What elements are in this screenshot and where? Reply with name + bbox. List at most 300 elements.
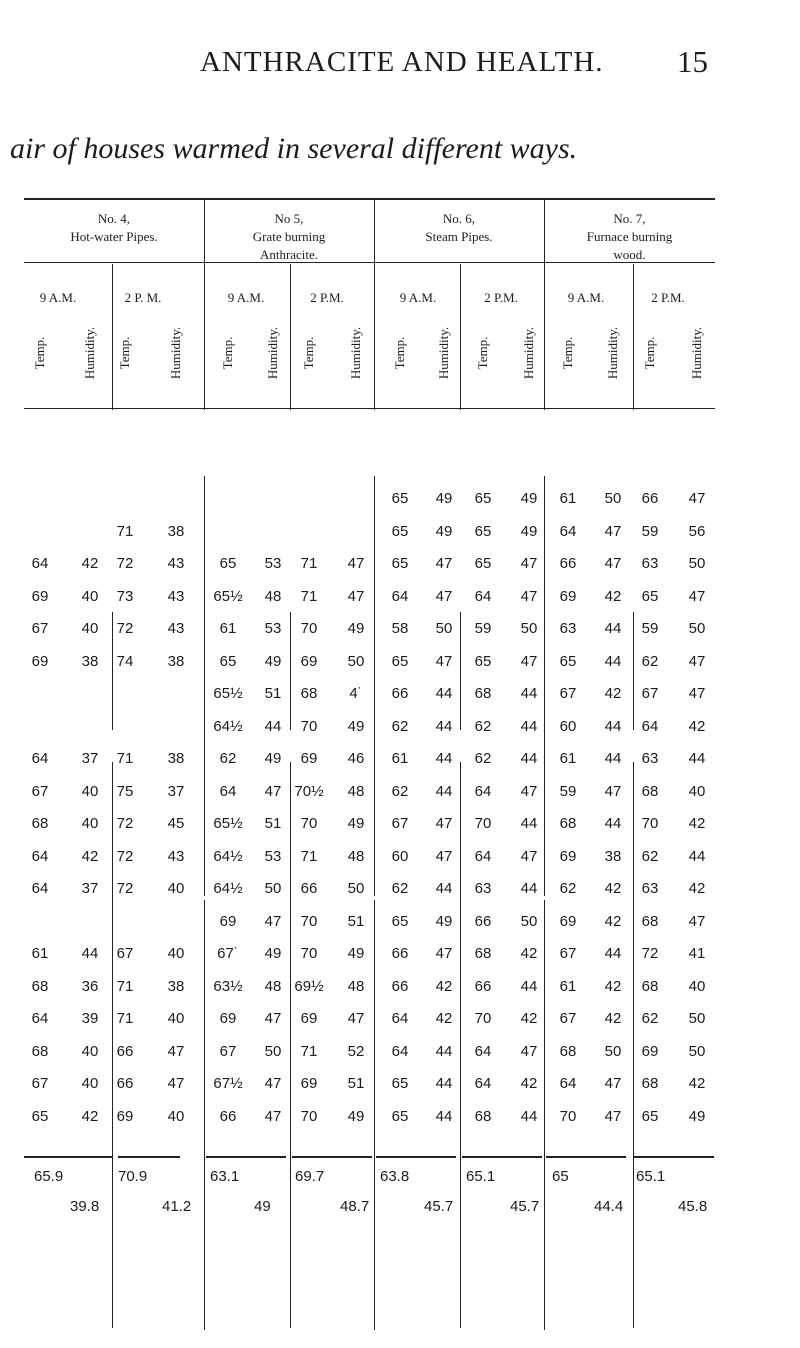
table-cell: 64: [31, 847, 49, 865]
table-cell: 66: [474, 912, 492, 930]
table-cell: 69: [300, 750, 318, 767]
average-rule: [546, 1156, 626, 1158]
table-cell: 47: [688, 652, 706, 670]
column-header: Humidity.: [521, 326, 536, 380]
table-cell: 49: [435, 912, 453, 930]
table-cell: 47: [520, 847, 538, 865]
table-cell: 66: [300, 880, 318, 897]
table-cell: 65: [391, 490, 409, 507]
table-cell: 60: [559, 717, 577, 735]
group-heading: [374, 210, 544, 246]
table-cell: 69: [219, 1010, 237, 1027]
table-cell: 62: [641, 847, 659, 865]
table-cell: 62: [474, 750, 492, 767]
table-cell: 44: [435, 717, 453, 735]
time-divider: [112, 264, 113, 410]
table-cell: 42: [604, 685, 622, 702]
table-cell: 62: [474, 717, 492, 735]
table-cell: 64: [391, 1042, 409, 1060]
table-cell: 67: [559, 685, 577, 702]
average-temp: 65.9: [34, 1168, 64, 1185]
table-cell: 68: [641, 782, 659, 800]
table-cell: 67: [559, 1010, 577, 1027]
table-cell: 49: [347, 717, 365, 735]
table-cell: 50: [604, 490, 622, 507]
table-cell: 65: [474, 490, 492, 507]
table-cell: 51: [264, 815, 282, 832]
table-cell: 70: [300, 912, 318, 930]
table-cell: 38: [81, 652, 99, 670]
group-divider: [374, 476, 375, 896]
table-cell: 42: [604, 912, 622, 930]
table-cell: 47: [167, 1075, 185, 1092]
table-cell: 66: [391, 945, 409, 962]
table-cell: 40: [167, 1010, 185, 1027]
table-cell: 68: [641, 1075, 659, 1092]
table-cell: 47: [604, 555, 622, 572]
table-cell: 73: [116, 587, 134, 605]
table-cell: 49: [347, 945, 365, 962]
table-cell: 67: [31, 782, 49, 800]
table-cell: 59: [641, 522, 659, 540]
table-cell: 65½: [213, 587, 243, 605]
group-heading-line: Hot-water Pipes.: [70, 229, 158, 244]
table-cell: 69: [31, 652, 49, 670]
table-cell: 65: [391, 652, 409, 670]
group-heading-line: Grate burning: [252, 229, 326, 244]
column-header: Humidity.: [348, 326, 363, 380]
table-cell: 63: [641, 750, 659, 767]
group-heading-line: wood.: [613, 247, 646, 262]
table-cell: 66: [474, 977, 492, 995]
table-cell: 69: [559, 847, 577, 865]
table-cell: 66: [391, 685, 409, 702]
table-cell: 65: [391, 555, 409, 572]
time-label: 9 A.M.: [567, 290, 605, 305]
table-cell: 67: [391, 815, 409, 832]
average-rule: [118, 1156, 180, 1158]
table-cell: 67½: [213, 1075, 243, 1092]
table-cell: 64½: [213, 880, 243, 897]
table-cell: 67: [559, 945, 577, 962]
table-cell: 44: [520, 1107, 538, 1125]
table-cell: 44: [604, 945, 622, 962]
table-cell: 47: [520, 652, 538, 670]
table-cell: 69: [300, 1075, 318, 1092]
group-heading-line: Furnace burning: [586, 229, 673, 244]
table-cell: 64: [559, 522, 577, 540]
group-divider: [204, 476, 205, 896]
table-cell: 42: [435, 1010, 453, 1027]
table-cell: 67: [641, 685, 659, 702]
table-cell: 40: [688, 782, 706, 800]
table-cell: 43: [167, 847, 185, 865]
table-cell: 42: [688, 880, 706, 897]
table-cell: 52: [347, 1042, 365, 1060]
column-header: Temp.: [475, 336, 490, 370]
table-cell: 47: [520, 1042, 538, 1060]
table-cell: 70: [300, 717, 318, 735]
time-label: 9 A.M.: [399, 290, 437, 305]
average-humidity: 45.8: [678, 1198, 708, 1215]
table-cell: 38: [167, 977, 185, 995]
table-cell: 49: [520, 490, 538, 507]
time-label: 2 P.M.: [484, 290, 518, 305]
table-cell: 47: [264, 782, 282, 800]
table-cell: 59: [559, 782, 577, 800]
table-cell: 68: [300, 685, 318, 702]
table-cell: 67˙: [217, 945, 239, 962]
table-cell: 65: [391, 912, 409, 930]
group-heading-line: No. 4,: [97, 211, 131, 226]
table-cell: 44: [604, 620, 622, 637]
table-cell: 65: [391, 522, 409, 540]
table-cell: 72: [641, 945, 659, 962]
table-cell: 42: [688, 1075, 706, 1092]
table-cell: 70: [300, 1107, 318, 1125]
average-rule: [376, 1156, 456, 1158]
group-divider: [544, 900, 545, 1330]
table-cell: 70½: [294, 782, 324, 800]
table-cell: 49: [347, 1107, 365, 1125]
table-cell: 59: [641, 620, 659, 637]
table-cell: 50: [688, 1010, 706, 1027]
table-cell: 62: [559, 880, 577, 897]
table-cell: 44: [435, 750, 453, 767]
table-cell: 42: [81, 1107, 99, 1125]
table-cell: 37: [81, 880, 99, 897]
table-cell: 44: [604, 750, 622, 767]
table-cell: 71: [116, 522, 134, 540]
table-cell: 61: [391, 750, 409, 767]
column-header: Humidity.: [168, 326, 183, 380]
table-cell: 44: [435, 1075, 453, 1092]
table-cell: 50: [347, 880, 365, 897]
table-cell: 68: [641, 912, 659, 930]
table-cell: 70: [300, 620, 318, 637]
table-cell: 47: [264, 912, 282, 930]
time-label: 2 P. M.: [124, 290, 162, 305]
table-cell: 64: [474, 782, 492, 800]
table-cell: 68: [559, 815, 577, 832]
table-cell: 40: [81, 587, 99, 605]
table-cell: 62: [391, 782, 409, 800]
time-divider: [460, 612, 461, 730]
table-cell: 62: [641, 1010, 659, 1027]
table-cell: 50: [520, 620, 538, 637]
table-cell: 47: [264, 1075, 282, 1092]
table-cell: 47: [688, 685, 706, 702]
table-cell: 65: [641, 587, 659, 605]
table-cell: 50: [347, 652, 365, 670]
table-cell: 72: [116, 555, 134, 572]
table-cell: 61: [559, 750, 577, 767]
column-header: Humidity.: [605, 326, 620, 380]
table-cell: 44: [435, 1107, 453, 1125]
column-header: Temp.: [220, 336, 235, 370]
table-cell: 64: [641, 717, 659, 735]
table-cell: 47: [435, 652, 453, 670]
group-heading-line: No. 6,: [442, 211, 476, 226]
table-cell: 42: [81, 555, 99, 572]
table-cell: 48: [347, 977, 365, 995]
table-cell: 44: [264, 717, 282, 735]
table-cell: 72: [116, 880, 134, 897]
table-cell: 68: [31, 1042, 49, 1060]
table-cell: 71: [116, 750, 134, 767]
table-cell: 44: [435, 782, 453, 800]
group-divider: [544, 476, 545, 896]
average-temp: 65.1: [466, 1168, 496, 1185]
table-cell: 47: [435, 847, 453, 865]
average-temp: 69.7: [295, 1168, 325, 1185]
table-cell: 65: [391, 1107, 409, 1125]
table-cell: 65: [641, 1107, 659, 1125]
table-cell: 66: [219, 1107, 237, 1125]
time-label: 2 P.M.: [651, 290, 685, 305]
table-cell: 68: [474, 685, 492, 702]
table-cell: 69: [559, 912, 577, 930]
table-cell: 65: [219, 652, 237, 670]
time-divider: [633, 264, 634, 410]
column-header: Temp.: [392, 336, 407, 370]
table-cell: 41: [688, 945, 706, 962]
table-cell: 68: [31, 815, 49, 832]
group-heading: [204, 210, 374, 264]
table-cell: 48: [347, 847, 365, 865]
average-humidity: 45.7: [424, 1198, 454, 1215]
table-cell: 74: [116, 652, 134, 670]
group-heading-line: No 5,: [274, 211, 304, 226]
table-cell: 67: [31, 1075, 49, 1092]
table-cell: 40: [81, 1042, 99, 1060]
table-cell: 70: [559, 1107, 577, 1125]
table-cell: 40: [688, 977, 706, 995]
time-label: 9 A.M.: [227, 290, 265, 305]
table-cell: 51: [347, 912, 365, 930]
table-cell: 50: [435, 620, 453, 637]
table-cell: 42: [435, 977, 453, 995]
table-cell: 70: [641, 815, 659, 832]
table-cell: 44: [520, 717, 538, 735]
table-header-rule: [24, 408, 715, 409]
table-cell: 47: [520, 782, 538, 800]
table-top-rule: [24, 198, 715, 200]
group-heading: [24, 210, 204, 246]
table-cell: 69: [219, 912, 237, 930]
column-header: Temp.: [32, 336, 47, 370]
table-cell: 69½: [294, 977, 324, 995]
table-cell: 68: [31, 977, 49, 995]
table-cell: 53: [264, 620, 282, 637]
table-cell: 40: [167, 1107, 185, 1125]
table-cell: 50: [264, 880, 282, 897]
table-cell: 64: [474, 1075, 492, 1092]
table-cell: 37: [167, 782, 185, 800]
table-cell: 40: [81, 782, 99, 800]
time-divider: [633, 762, 634, 1328]
table-cell: 40: [81, 1075, 99, 1092]
table-cell: 47: [347, 555, 365, 572]
table-cell: 40: [81, 620, 99, 637]
table-cell: 44: [435, 685, 453, 702]
table-cell: 50: [688, 620, 706, 637]
table-cell: 44: [520, 815, 538, 832]
table-cell: 42: [688, 717, 706, 735]
group-divider: [204, 900, 205, 1330]
table-cell: 67: [31, 620, 49, 637]
average-temp: 70.9: [118, 1168, 148, 1185]
table-cell: 63½: [213, 977, 243, 995]
average-temp: 63.8: [380, 1168, 410, 1185]
table-cell: 47: [347, 587, 365, 605]
table-cell: 36: [81, 977, 99, 995]
table-cell: 44: [688, 750, 706, 767]
table-cell: 61: [559, 490, 577, 507]
table-cell: 68: [474, 945, 492, 962]
table-cell: 42: [604, 1010, 622, 1027]
table-cell: 40: [81, 815, 99, 832]
table-cell: 71: [300, 555, 318, 572]
table-cell: 64: [474, 587, 492, 605]
table-cell: 47: [604, 782, 622, 800]
table-cell: 44: [520, 880, 538, 897]
table-cell: 71: [300, 587, 318, 605]
table-cell: 64: [559, 1075, 577, 1092]
table-cell: 49: [520, 522, 538, 540]
table-cell: 48: [264, 977, 282, 995]
average-humidity: 48.7: [340, 1198, 370, 1215]
table-cell: 47: [688, 587, 706, 605]
table-cell: 65: [474, 555, 492, 572]
table-cell: 42: [604, 977, 622, 995]
table-cell: 64: [31, 880, 49, 897]
table-cell: 50: [604, 1042, 622, 1060]
table-cell: 43: [167, 620, 185, 637]
table-cell: 48: [264, 587, 282, 605]
time-label: 2 P.M.: [310, 290, 344, 305]
average-humidity: 49: [254, 1198, 271, 1215]
table-cell: 50: [264, 1042, 282, 1060]
table-cell: 47: [435, 945, 453, 962]
table-cell: 65: [219, 555, 237, 572]
time-divider: [290, 762, 291, 1328]
table-cell: 47: [604, 1075, 622, 1092]
table-cell: 70: [474, 815, 492, 832]
column-header: Humidity.: [689, 326, 704, 380]
table-cell: 49: [264, 945, 282, 962]
table-cell: 70: [300, 945, 318, 962]
table-cell: 64: [391, 587, 409, 605]
table-cell: 44: [435, 1042, 453, 1060]
table-cell: 45: [167, 815, 185, 832]
table-cell: 44: [435, 880, 453, 897]
table-cell: 62: [641, 652, 659, 670]
table-cell: 47: [264, 1107, 282, 1125]
running-head: [0, 38, 800, 88]
table-cell: 4˙: [349, 685, 363, 702]
table-cell: 49: [347, 620, 365, 637]
table-cell: 61: [219, 620, 237, 637]
column-header: Humidity.: [265, 326, 280, 380]
average-humidity: 44.4: [594, 1198, 624, 1215]
column-header: Temp.: [301, 336, 316, 370]
table-cell: 47: [604, 1107, 622, 1125]
table-cell: 47: [435, 555, 453, 572]
table-cell: 65: [474, 522, 492, 540]
table-cell: 49: [264, 652, 282, 670]
table-caption: air of houses warmed in several different ways.: [10, 132, 578, 165]
table-cell: 70: [300, 815, 318, 832]
table-cell: 47: [604, 522, 622, 540]
table-cell: 64: [31, 750, 49, 767]
table-cell: 62: [219, 750, 237, 767]
group-heading: [544, 210, 715, 264]
table-cell: 44: [604, 652, 622, 670]
table-cell: 72: [116, 815, 134, 832]
table-cell: 66: [641, 490, 659, 507]
table-cell: 42: [520, 1075, 538, 1092]
average-rule: [292, 1156, 372, 1158]
column-header: Humidity.: [436, 326, 451, 380]
average-temp: 65.1: [636, 1168, 666, 1185]
column-header: Temp.: [642, 336, 657, 370]
table-cell: 38: [167, 522, 185, 540]
table-cell: 50: [520, 912, 538, 930]
table-cell: 47: [520, 555, 538, 572]
table-cell: 42: [520, 945, 538, 962]
table-cell: 43: [167, 555, 185, 572]
table-cell: 65½: [213, 815, 243, 832]
table-cell: 47: [264, 1010, 282, 1027]
time-divider: [460, 762, 461, 1328]
table-cell: 71: [300, 847, 318, 865]
table-cell: 69: [559, 587, 577, 605]
table-cell: 60: [391, 847, 409, 865]
table-cell: 63: [474, 880, 492, 897]
table-cell: 63: [559, 620, 577, 637]
table-cell: 65: [474, 652, 492, 670]
average-humidity: 45.7: [510, 1198, 540, 1215]
table-cell: 75: [116, 782, 134, 800]
table-cell: 64½: [213, 717, 243, 735]
table-cell: 44: [520, 977, 538, 995]
table-cell: 71: [116, 977, 134, 995]
table-cell: 65: [31, 1107, 49, 1125]
table-cell: 50: [688, 555, 706, 572]
table-cell: 47: [435, 587, 453, 605]
table-cell: 62: [391, 880, 409, 897]
table-cell: 44: [604, 815, 622, 832]
table-cell: 43: [167, 587, 185, 605]
table-cell: 44: [81, 945, 99, 962]
table-cell: 44: [520, 750, 538, 767]
table-cell: 64½: [213, 847, 243, 865]
table-cell: 69: [31, 587, 49, 605]
table-cell: 53: [264, 847, 282, 865]
group-heading-line: Steam Pipes.: [425, 229, 493, 244]
table-cell: 69: [300, 652, 318, 670]
table-cell: 47: [688, 490, 706, 507]
table-cell: 37: [81, 750, 99, 767]
table-cell: 70: [474, 1010, 492, 1027]
table-cell: 51: [347, 1075, 365, 1092]
average-temp: 65: [552, 1168, 569, 1185]
table-cell: 64: [31, 555, 49, 572]
table-cell: 49: [435, 522, 453, 540]
running-title: ANTHRACITE AND HEALTH.: [200, 46, 604, 78]
table-cell: 69: [641, 1042, 659, 1060]
